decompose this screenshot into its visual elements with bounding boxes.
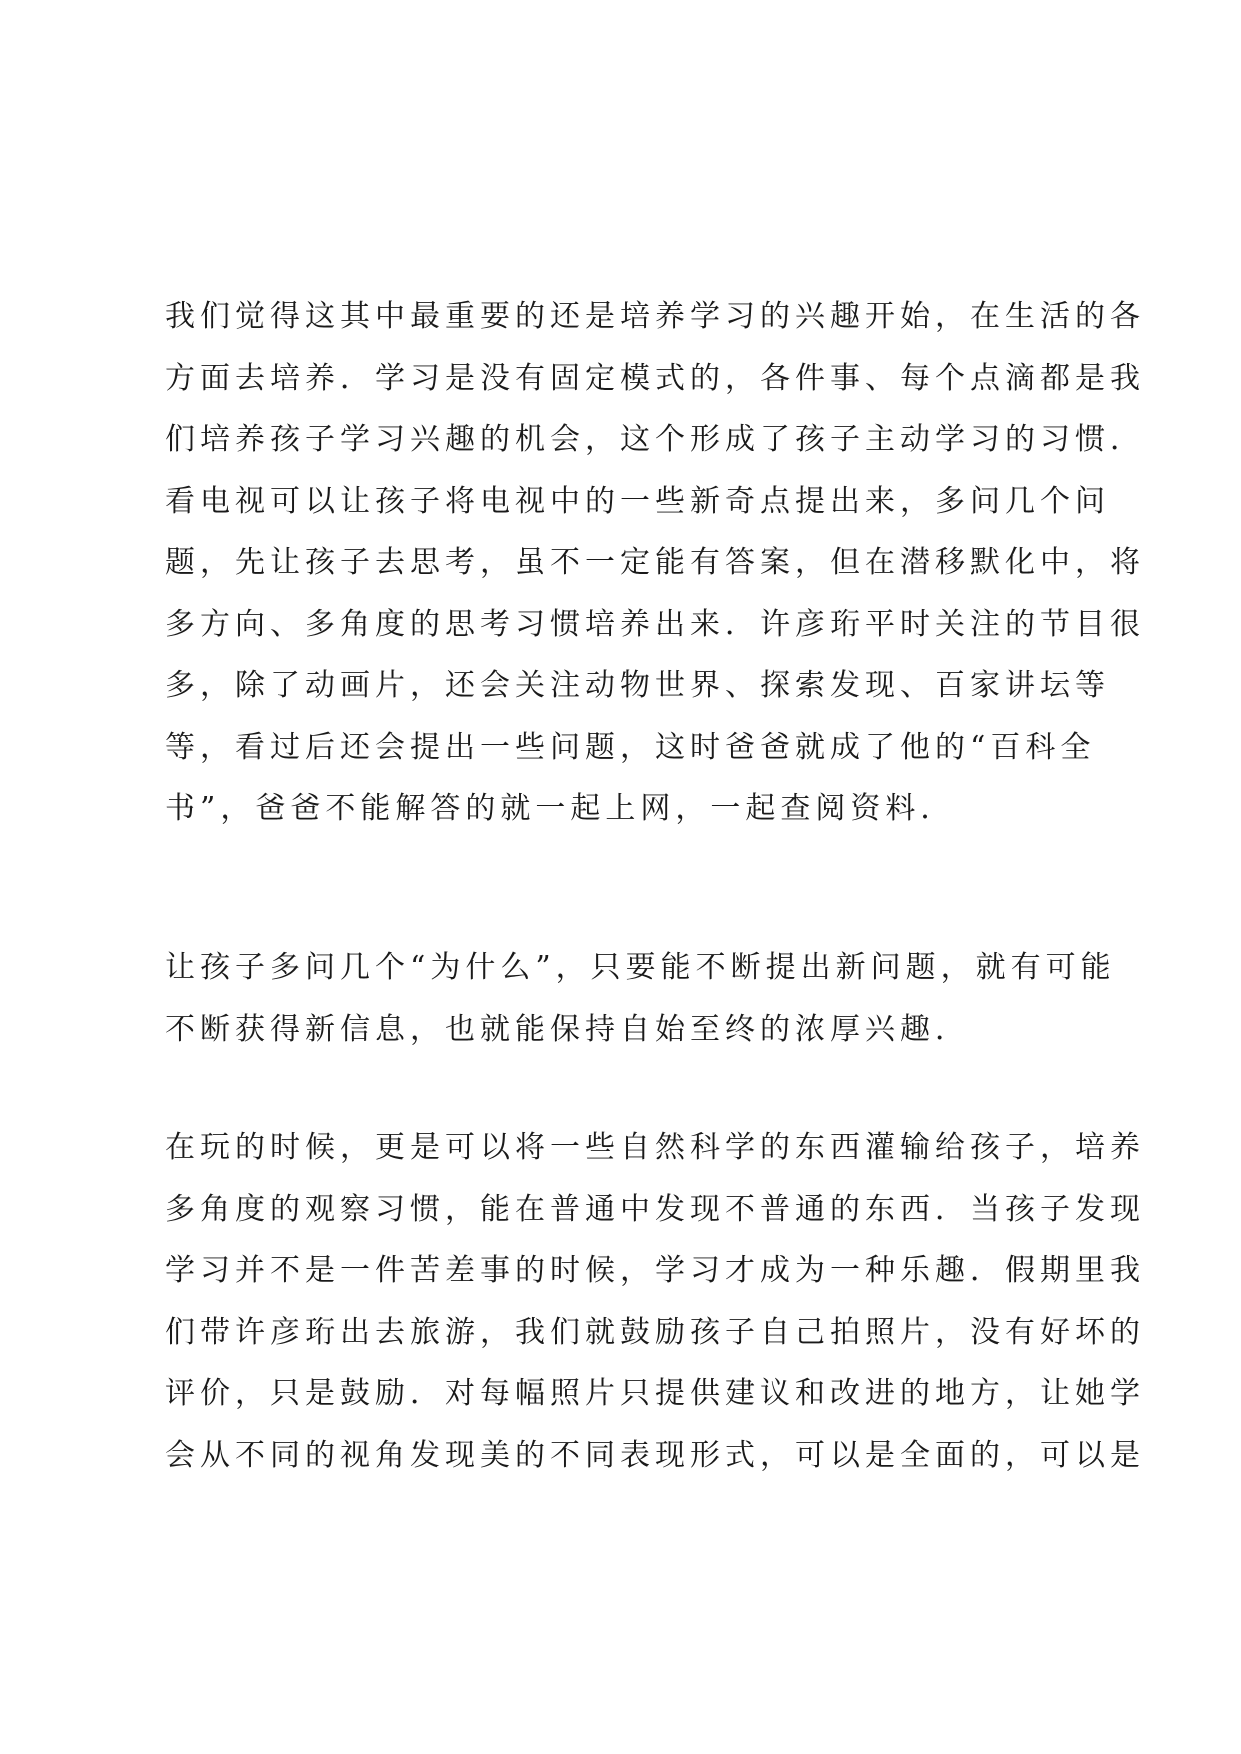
text-line: 等，看过后还会提出一些问题，这时爸爸就成了他的“百科全 bbox=[165, 729, 1096, 765]
paragraph-learning-through-play bbox=[165, 1117, 1145, 1486]
text-line: 在玩的时候，更是可以将一些自然科学的东西灌输给孩子，培养 bbox=[165, 1130, 1145, 1165]
text-line: 学习并不是一件苦差事的时候，学习才成为一种乐趣．假期里我 bbox=[165, 1253, 1145, 1288]
text-line: 看电视可以让孩子将电视中的一些新奇点提出来，多问几个问 bbox=[165, 483, 1110, 519]
text-line: 书”，爸爸不能解答的就一起上网，一起查阅资料． bbox=[165, 791, 956, 826]
text-line: 会从不同的视角发现美的不同表现形式，可以是全面的，可以是 bbox=[165, 1437, 1145, 1473]
paragraph-interest-cultivation bbox=[165, 286, 1145, 840]
text-line: 们带许彦珩出去旅游，我们就鼓励孩子自己拍照片，没有好坏的 bbox=[165, 1314, 1145, 1350]
text-line: 不断获得新信息，也就能保持自始至终的浓厚兴趣． bbox=[165, 1011, 970, 1047]
text-line: 让孩子多问几个“为什么”，只要能不断提出新问题，就有可能 bbox=[165, 950, 1116, 985]
text-line: 方面去培养．学习是没有固定模式的，各件事、每个点滴都是我 bbox=[165, 360, 1145, 396]
text-line: 多，除了动画片，还会关注动物世界、探索发现、百家讲坛等 bbox=[165, 668, 1110, 703]
text-line: 评价，只是鼓励．对每幅照片只提供建议和改进的地方，让她学 bbox=[165, 1376, 1145, 1411]
text-line: 们培养孩子学习兴趣的机会，这个形成了孩子主动学习的习惯． bbox=[165, 422, 1145, 457]
text-line: 多角度的观察习惯，能在普通中发现不普通的东西．当孩子发现 bbox=[165, 1191, 1145, 1227]
text-line: 多方向、多角度的思考习惯培养出来．许彦珩平时关注的节目很 bbox=[165, 606, 1145, 642]
text-line: 我们觉得这其中最重要的还是培养学习的兴趣开始，在生活的各 bbox=[165, 299, 1145, 334]
paragraph-ask-why bbox=[165, 937, 1116, 1060]
text-line: 题，先让孩子去思考，虽不一定能有答案，但在潜移默化中，将 bbox=[165, 545, 1145, 580]
